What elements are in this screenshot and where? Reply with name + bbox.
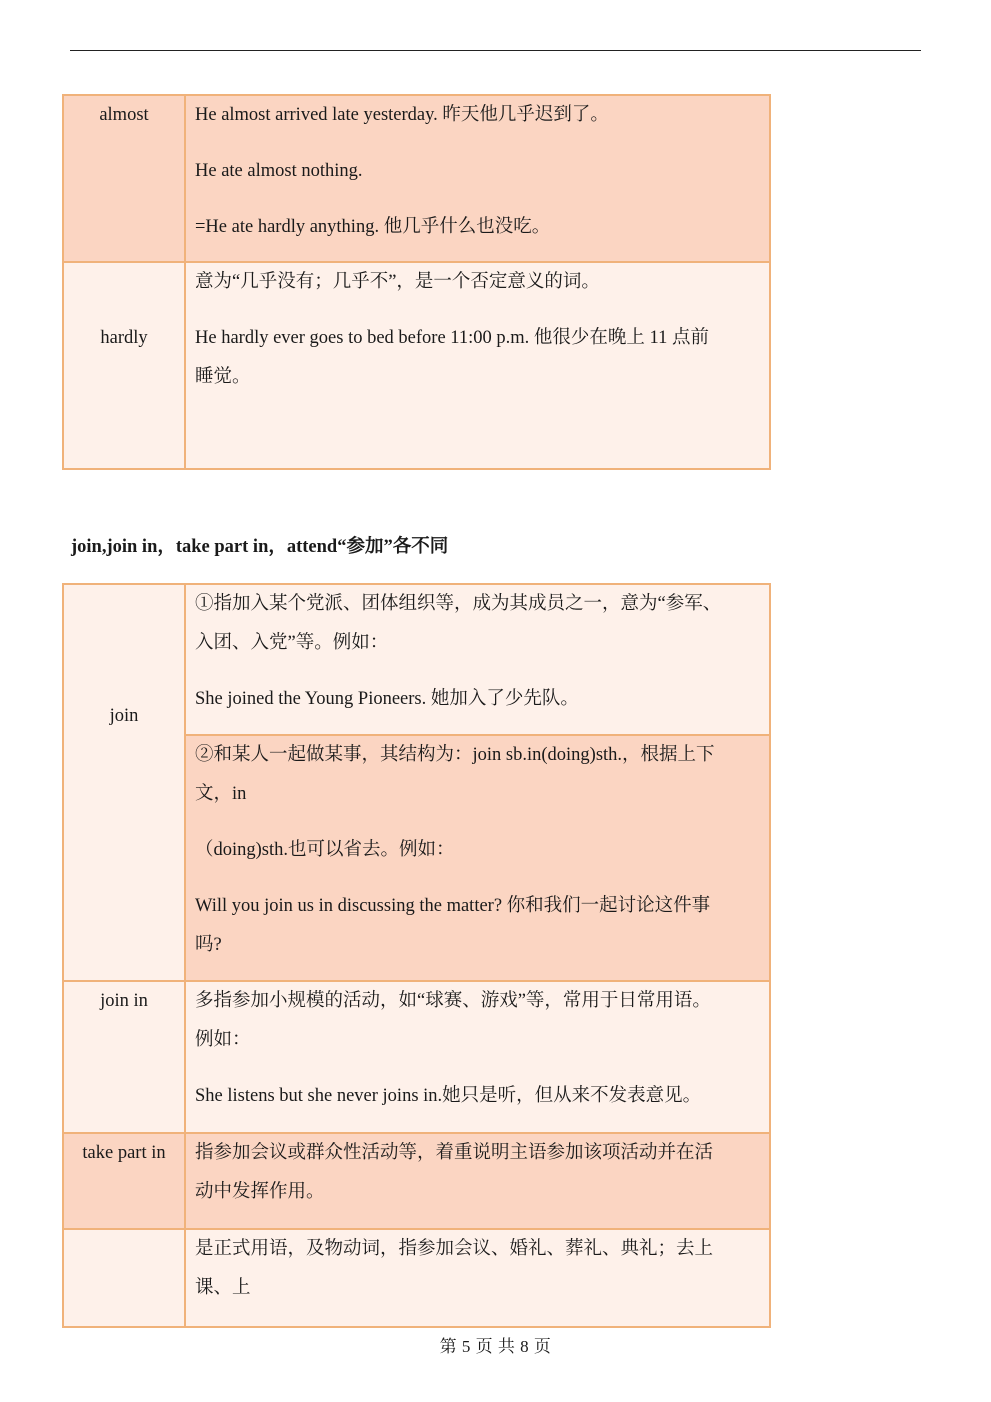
term-almost: almost bbox=[99, 105, 149, 125]
table-row bbox=[63, 262, 770, 469]
example-sentence: He almost arrived late yesterday. 昨天他几乎迟到了。 bbox=[195, 105, 609, 125]
vocab-table-almost-hardly bbox=[62, 94, 771, 470]
definition-cell bbox=[185, 735, 770, 981]
term-take-part-in: take part in bbox=[82, 1143, 166, 1163]
term-cell bbox=[63, 95, 185, 262]
definition-text: 入团、入党”等。例如： bbox=[195, 633, 389, 653]
definition-text: 指参加会议或群众性活动等，着重说明主语参加该项活动并在活 bbox=[195, 1143, 714, 1163]
definition-text: 是正式用语，及物动词，指参加会议、婚礼、葬礼、典礼；去上 bbox=[195, 1239, 714, 1259]
table-row bbox=[63, 1133, 770, 1229]
definition-text: 课、上 bbox=[195, 1278, 251, 1298]
example-sentence-cont: 吗? bbox=[195, 935, 222, 955]
table-row bbox=[63, 95, 770, 262]
definition-cell bbox=[185, 1133, 770, 1229]
example-sentence-cont: 睡觉。 bbox=[195, 367, 251, 387]
definition-text: （doing)sth.也可以省去。例如： bbox=[195, 840, 455, 860]
example-sentence: She listens but she never joins in.她只是听，但从来不发表意见。 bbox=[195, 1086, 702, 1106]
definition-text: 例如： bbox=[195, 1030, 251, 1050]
term-hardly: hardly bbox=[100, 328, 148, 348]
definition-cell bbox=[185, 1229, 770, 1327]
definition-cell bbox=[185, 584, 770, 735]
example-sentence: He hardly ever goes to bed before 11:00 p.m. 他很少在晚上 11 点前 bbox=[195, 328, 709, 348]
term-cell bbox=[63, 262, 185, 469]
example-sentence: =He ate hardly anything. 他几乎什么也没吃。 bbox=[195, 217, 551, 237]
definition-text: ②和某人一起做某事，其结构为：join sb.in(doing)sth.，根据上下 bbox=[195, 745, 715, 765]
term-cell bbox=[63, 981, 185, 1133]
example-sentence: He ate almost nothing. bbox=[195, 161, 363, 181]
definition-cell bbox=[185, 262, 770, 469]
definition-cell bbox=[185, 981, 770, 1133]
table-row bbox=[63, 1229, 770, 1327]
header-rule bbox=[70, 50, 921, 51]
table-row bbox=[63, 981, 770, 1133]
term-join-in: join in bbox=[100, 991, 148, 1011]
section-heading: join,join in，take part in，attend“参加”各不同 bbox=[71, 537, 449, 557]
definition-cell bbox=[185, 95, 770, 262]
definition-text: ①指加入某个党派、团体组织等，成为其成员之一，意为“参军、 bbox=[195, 594, 722, 614]
term-cell bbox=[63, 1133, 185, 1229]
example-sentence: She joined the Young Pioneers. 她加入了少先队。 bbox=[195, 689, 579, 709]
definition-text: 文，in bbox=[195, 784, 247, 804]
definition-text: 动中发挥作用。 bbox=[195, 1182, 325, 1202]
example-sentence: Will you join us in discussing the matter? 你和我们一起讨论这件事 bbox=[195, 896, 711, 916]
vocab-table-join-attend bbox=[62, 583, 771, 1328]
term-join: join bbox=[109, 706, 139, 726]
term-cell bbox=[63, 1229, 185, 1327]
definition-text: 意为“几乎没有；几乎不”，是一个否定意义的词。 bbox=[195, 272, 600, 292]
definition-text: 多指参加小规模的活动，如“球赛、游戏”等，常用于日常用语。 bbox=[195, 991, 711, 1011]
page-number: 第 5 页 共 8 页 bbox=[439, 1337, 552, 1356]
term-cell bbox=[63, 584, 185, 981]
table-row bbox=[63, 584, 770, 735]
